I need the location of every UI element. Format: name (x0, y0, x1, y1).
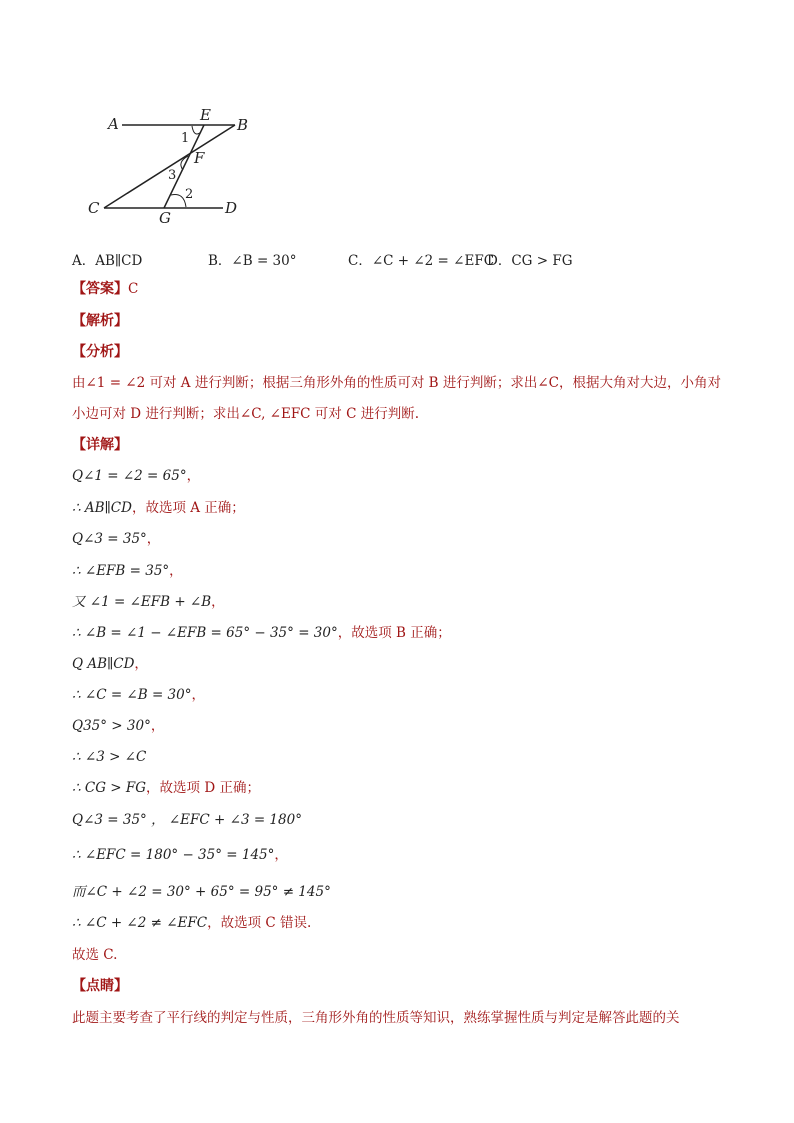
label-angle-2: 2 (185, 187, 194, 202)
step-9 (72, 716, 164, 736)
step-15 (72, 913, 311, 933)
option-a: A．AB∥CD (72, 253, 143, 269)
step-2 (72, 498, 245, 518)
step-4-math: ∴ ∠EFB = 35° (72, 563, 170, 579)
label-b: B (237, 116, 249, 134)
step-9-math: Q35° > 30° (72, 718, 151, 734)
fenxi-text-1: 由∠1 = ∠2 可对 A 进行判断；根据三角形外角的性质可对 B 进行判断；求出∠C，根据大角对大边，小角对 (72, 375, 721, 391)
step-4 (72, 561, 183, 581)
step-6-math: ∴ ∠B = ∠1 − ∠EFB = 65° − 35° = 30° (72, 625, 338, 641)
step-5-math: 又 ∠1 = ∠EFB + ∠B (72, 594, 212, 610)
step-3-math: Q∠3 = 35° (72, 531, 147, 547)
answer-line (72, 279, 138, 299)
label-d: D (225, 199, 238, 217)
step-11-math: ∴ CG > FG (72, 780, 147, 796)
fenxi-heading: 【分析】 (72, 344, 128, 360)
step-6-text: ，故选项 B 正确； (337, 625, 451, 641)
step-4-text: ， (169, 563, 183, 579)
label-c: C (88, 199, 100, 217)
dianjing-heading: 【点睛】 (72, 978, 128, 994)
step-15-text: ，故选项 C 错误. (207, 915, 312, 931)
step-8-text: ， (191, 687, 205, 703)
step-10 (72, 747, 146, 767)
step-3 (72, 529, 160, 549)
step-5-text: ， (211, 594, 225, 610)
step-6 (72, 623, 451, 643)
step-14-math: 而∠C + ∠2 = 30° + 65° = 95° ≠ 145° (72, 884, 331, 900)
label-a: A (108, 115, 119, 133)
step-11-text: ，故选项 D 正确； (146, 780, 260, 796)
geometry-figure (80, 100, 260, 225)
step-1-text: ， (186, 468, 201, 484)
label-g: G (159, 209, 171, 225)
option-c: C．∠C + ∠2 = ∠EFC (348, 253, 495, 269)
step-7-text: ， (134, 656, 148, 672)
angle-2-arc (171, 195, 186, 208)
label-angle-1: 1 (181, 131, 190, 146)
step-10-math: ∴ ∠3 > ∠C (72, 749, 147, 765)
step-2-math: ∴ AB∥CD (72, 500, 132, 516)
step-5 (72, 592, 225, 612)
step-8-math: ∴ ∠C = ∠B = 30° (72, 687, 192, 703)
step-13-text: ， (274, 847, 288, 863)
step-8 (72, 685, 205, 705)
step-13-math: ∴ ∠EFC = 180° − 35° = 145° (72, 847, 275, 863)
geometry-diagram (80, 100, 260, 225)
angle-1-arc (192, 126, 201, 134)
step-12 (72, 810, 302, 830)
fenxi-text-2: 小边可对 D 进行判断；求出∠C, ∠EFC 可对 C 进行判断. (72, 406, 420, 422)
detail-heading: 【详解】 (72, 437, 128, 453)
step-14 (72, 882, 331, 902)
step-13 (72, 845, 288, 865)
step-3-text: ， (146, 531, 161, 547)
option-d: D．CG > FG (487, 253, 573, 269)
step-12-math: Q∠3 = 35° ， ∠EFC + ∠3 = 180° (72, 812, 302, 828)
step-2-text: ，故选项 A 正确； (131, 500, 245, 516)
label-f: F (194, 149, 205, 167)
label-e: E (200, 106, 211, 124)
conclusion: 故选 C. (72, 947, 118, 963)
step-7-math: Q AB∥CD (72, 656, 135, 672)
step-11 (72, 778, 260, 798)
option-b: B．∠B = 30° (208, 253, 297, 269)
step-15-math: ∴ ∠C + ∠2 ≠ ∠EFC (72, 915, 208, 931)
step-7 (72, 654, 148, 674)
answer-heading: 【答案】 (72, 281, 128, 297)
step-9-text: ， (150, 718, 165, 734)
step-1-math: Q∠1 = ∠2 = 65° (72, 468, 187, 484)
step-1 (72, 466, 200, 486)
analysis-heading: 【解析】 (72, 313, 128, 329)
dianjing-text: 此题主要考查了平行线的判定与性质，三角形外角的性质等知识，熟练掌握性质与判定是解答此题的关 (72, 1010, 680, 1026)
answer-value: C (128, 281, 139, 297)
label-angle-3: 3 (168, 168, 177, 183)
